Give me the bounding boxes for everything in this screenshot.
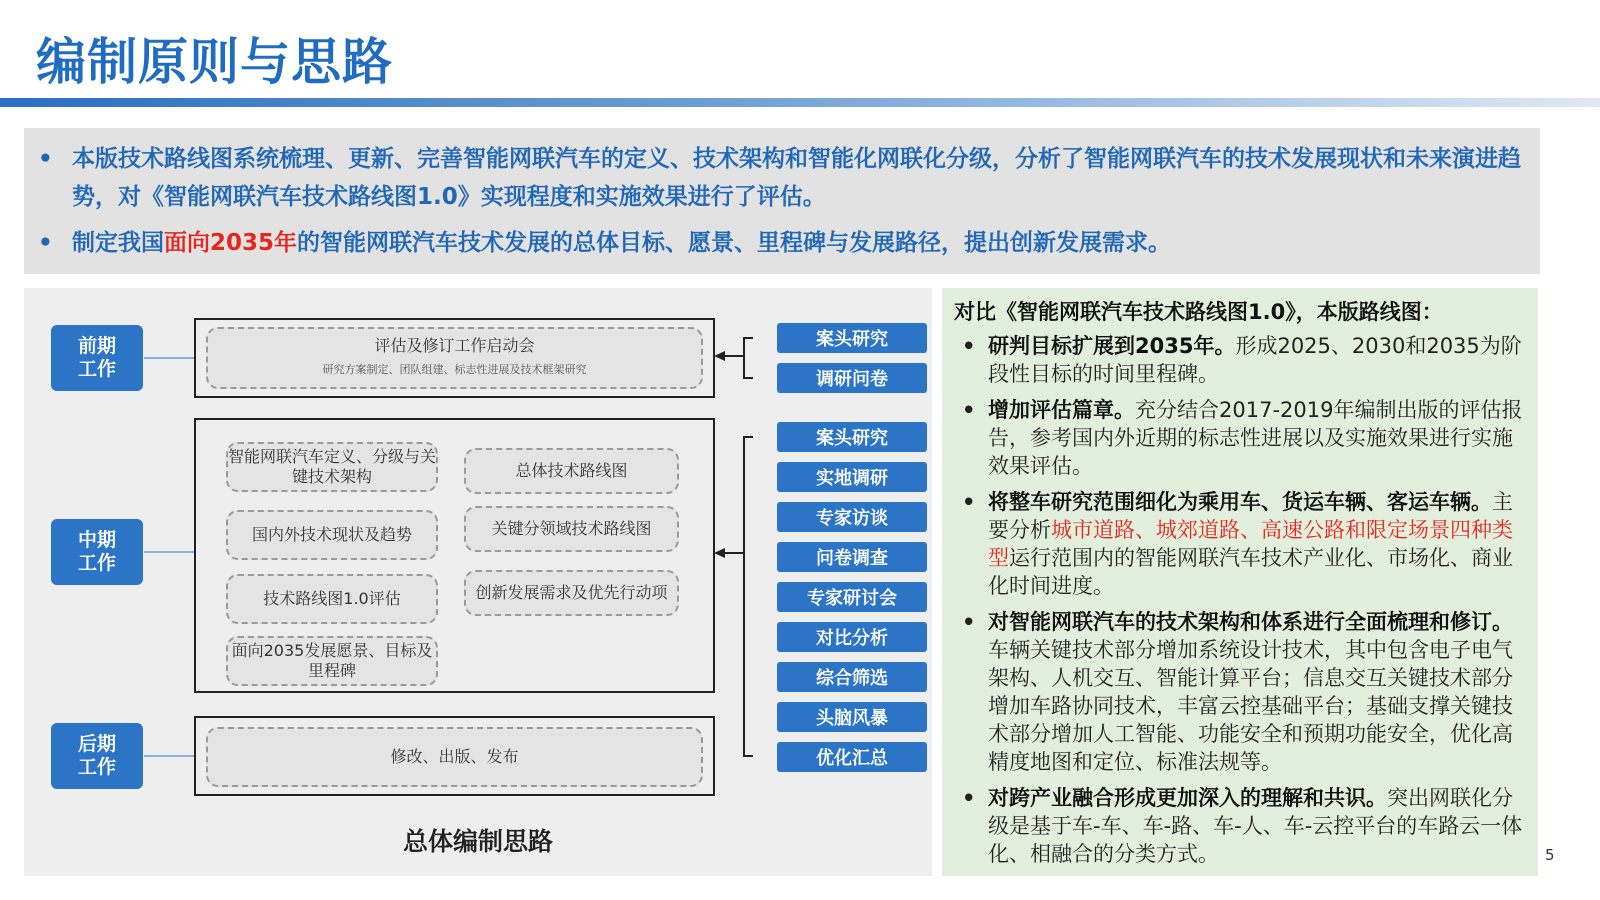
bullet-icon: • <box>38 230 53 256</box>
comparison-item-text: 突出网联化分级是基于车-车、车-路、车-人、车-云控平台的车路云一体化、相融合的分类方式。 <box>988 786 1523 866</box>
method-tag: 专家访谈 <box>777 502 927 532</box>
bullet-icon: • <box>962 398 976 422</box>
comparison-item <box>954 784 1524 868</box>
early-stage-frame <box>194 318 715 398</box>
comparison-item-heading: 对智能网联汽车的技术架构和体系进行全面梳理和修订。 <box>988 610 1513 634</box>
comparison-title: 对比《智能网联汽车技术路线图1.0》，本版路线图： <box>954 300 1443 324</box>
flow-caption: 总体编制思路 <box>402 827 553 856</box>
comparison-item-heading: 对跨产业融合形成更加深入的理解和共识。 <box>988 786 1387 810</box>
method-tag: 案头研究 <box>777 323 927 353</box>
method-tag: 对比分析 <box>777 622 927 652</box>
comparison-item <box>954 332 1524 388</box>
comparison-item-text: 主要分析 <box>988 490 1513 542</box>
summary-text: 的智能网联汽车技术发展的总体目标、愿景、里程碑与发展路径，提出创新发展需求。 <box>297 230 1172 256</box>
early-kickoff-title: 评估及修订工作启动会 <box>374 336 535 355</box>
bullet-icon: • <box>962 610 976 634</box>
title-underline-bar <box>0 98 1600 107</box>
comparison-item-text: 车辆关键技术部分增加系统设计技术，其中包含电子电气架构、人机交互、智能计算平台；信息交互关键技术部分增加车路协同技术，丰富云控基础平台；基础支撑关键技术部分增加人工智能、功能安全和预期功能安全，优化高精度地图和定位、标准法规等。 <box>988 638 1513 774</box>
method-tag: 头脑风暴 <box>777 702 927 732</box>
method-tag: 综合筛选 <box>777 662 927 692</box>
comparison-item-text: 形成2025、2030和2035为阶段性目标的时间里程碑。 <box>988 334 1522 386</box>
phase-mid-label: 中期工作 <box>51 519 143 585</box>
method-tag: 实地调研 <box>777 462 927 492</box>
bullet-icon: • <box>962 490 976 514</box>
method-tag: 调研问卷 <box>777 363 927 393</box>
comparison-item <box>954 608 1524 776</box>
page-title: 编制原则与思路 <box>36 33 393 91</box>
method-tag: 专家研讨会 <box>777 582 927 612</box>
method-tag: 案头研究 <box>777 422 927 452</box>
summary-text: 制定我国 <box>72 230 164 256</box>
summary-text: 本版技术路线图系统梳理、更新、完善智能网联汽车的定义、技术架构和智能化网联化分级，分析了智能网联汽车的技术发展现状和未来演进趋势，对《智能网联汽车技术路线图1.0》实现程度和实施效果进行了评估。 <box>72 146 1521 210</box>
mid-task-box: 国内外技术现状及趋势 <box>226 510 438 560</box>
late-publish-box: 修改、出版、发布 <box>206 727 703 787</box>
bullet-icon: • <box>962 786 976 810</box>
flow-diagram <box>24 288 932 876</box>
mid-stage-frame <box>194 418 715 693</box>
mid-task-box: 智能网联汽车定义、分级与关键技术架构 <box>226 442 438 492</box>
mid-task-box: 关键分领域技术路线图 <box>464 506 679 552</box>
comparison-item <box>954 488 1524 600</box>
phase-late-label: 后期工作 <box>51 723 143 789</box>
summary-box <box>24 128 1540 274</box>
method-tag: 优化汇总 <box>777 742 927 772</box>
comparison-item <box>954 396 1524 480</box>
comparison-item-heading: 增加评估篇章。 <box>988 398 1135 422</box>
late-stage-frame <box>194 716 715 796</box>
summary-bullet <box>38 140 1526 216</box>
mid-task-box: 创新发展需求及优先行动项 <box>464 570 679 616</box>
comparison-panel <box>942 288 1538 876</box>
page-number: 5 <box>1545 846 1555 864</box>
mid-task-box: 总体技术路线图 <box>464 448 679 494</box>
mid-task-box: 面向2035发展愿景、目标及里程碑 <box>226 636 438 686</box>
comparison-item-text: 运行范围内的智能网联汽车技术产业化、市场化、商业化时间进度。 <box>988 546 1513 598</box>
method-tag: 问卷调查 <box>777 542 927 572</box>
comparison-item-highlight: 城市道路、城郊道路、高速公路和限定场景四种类型 <box>988 518 1513 570</box>
early-kickoff-box <box>206 327 703 389</box>
comparison-item-text: 充分结合2017-2019年编制出版的评估报告，参考国内外近期的标志性进展以及实施效果进行实施效果评估。 <box>988 398 1523 478</box>
comparison-item-heading: 研判目标扩展到2035年。 <box>988 334 1236 358</box>
phase-early-label: 前期工作 <box>51 325 143 391</box>
bullet-icon: • <box>38 146 53 172</box>
summary-bullet <box>38 224 1526 262</box>
comparison-item-heading: 将整车研究范围细化为乘用车、货运车辆、客运车辆。 <box>988 490 1492 514</box>
bullet-icon: • <box>962 334 976 358</box>
mid-task-box: 技术路线图1.0评估 <box>226 574 438 624</box>
early-kickoff-subtitle: 研究方案制定、团队组建、标志性进展及技术框架研究 <box>322 363 587 376</box>
summary-highlight: 面向2035年 <box>164 230 298 256</box>
